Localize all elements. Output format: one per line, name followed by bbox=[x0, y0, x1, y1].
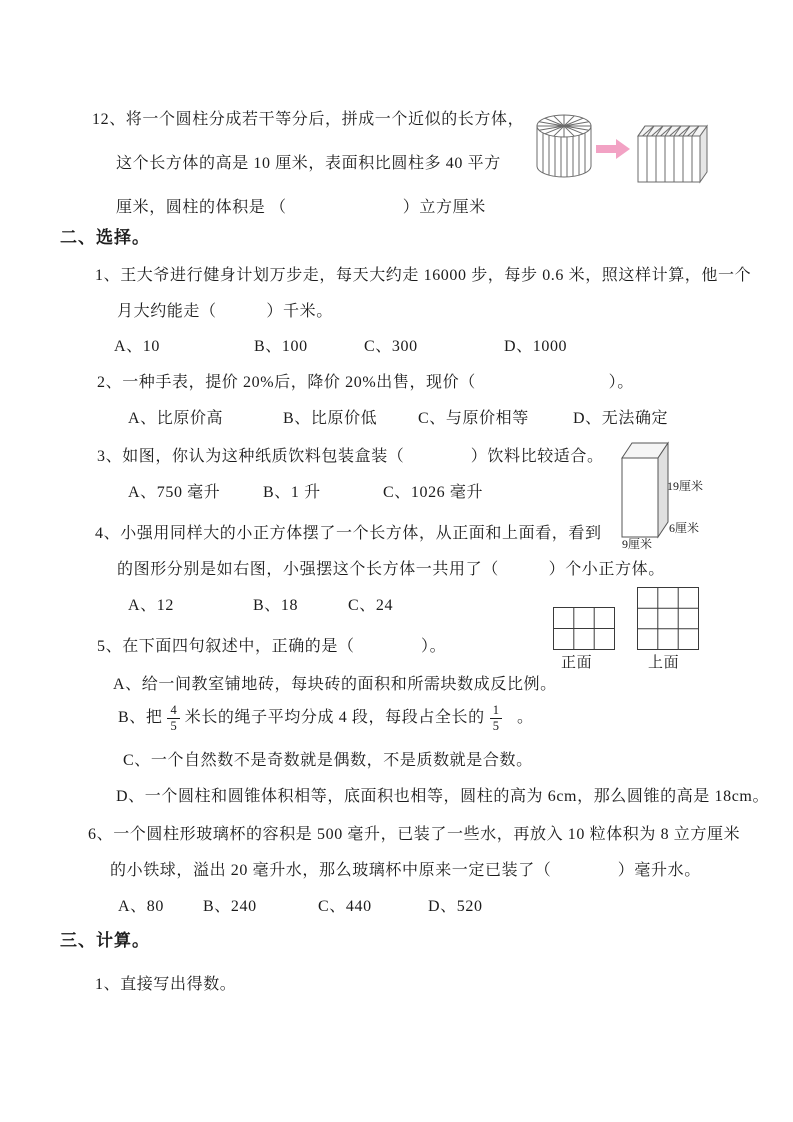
q2-option-d: D、无法确定 bbox=[573, 410, 669, 427]
top-view-label: 上面 bbox=[648, 655, 680, 671]
juice-box-figure bbox=[615, 440, 675, 542]
fraction-four-fifths bbox=[167, 703, 179, 733]
cylinder-figure bbox=[537, 115, 591, 177]
q6-line-2: 的小铁球，溢出 20 毫升水，那么玻璃杯中原来一定已装了（ ）毫升水。 bbox=[110, 862, 701, 879]
q3-option-b: B、1 升 bbox=[263, 484, 321, 501]
q4-line-1: 4、小强用同样大的小正方体摆了一个长方体，从正面和上面看，看到 bbox=[95, 525, 602, 542]
section-3-item-1: 1、直接写出得数。 bbox=[95, 976, 237, 993]
q2-option-c: C、与原价相等 bbox=[418, 410, 529, 427]
cylinder-to-prism-figure bbox=[532, 106, 710, 192]
top-view-grid bbox=[637, 587, 700, 651]
q5-option-d: D、一个圆柱和圆锥体积相等，底面积也相等，圆柱的高为 6cm，那么圆锥的高是 18cm。 bbox=[116, 788, 770, 805]
q5-option-c: C、一个自然数不是奇数就是偶数，不是质数就是合数。 bbox=[123, 752, 533, 769]
q1-option-c: C、300 bbox=[364, 338, 418, 355]
q5-option-b-prefix: B、把 bbox=[118, 709, 163, 726]
q1-line-2: 月大约能走（ ）千米。 bbox=[117, 303, 333, 320]
q6-option-a: A、80 bbox=[118, 898, 164, 915]
q5-option-b-middle: 米长的绳子平均分成 4 段，每段占全长的 bbox=[184, 709, 485, 726]
q3-line: 3、如图，你认为这种纸质饮料包装盒装（ ）饮料比较适合。 bbox=[97, 448, 604, 465]
box-depth-label: 6厘米 bbox=[669, 521, 700, 535]
q1-option-a: A、10 bbox=[114, 338, 160, 355]
q2-option-b: B、比原价低 bbox=[283, 410, 378, 427]
q4-option-b: B、18 bbox=[253, 597, 299, 614]
sliced-prism-figure bbox=[638, 126, 707, 182]
box-width-label: 9厘米 bbox=[622, 537, 653, 551]
q3-option-a: A、750 毫升 bbox=[128, 484, 221, 501]
q2-line: 2、一种手表，提价 20%后，降价 20%出售，现价（ ）。 bbox=[97, 374, 634, 391]
fraction-denominator: 5 bbox=[492, 718, 499, 733]
section-2-title: 二、选择。 bbox=[60, 228, 150, 247]
q6-option-d: D、520 bbox=[428, 898, 483, 915]
q5-option-a: A、给一间教室铺地砖，每块砖的面积和所需块数成反比例。 bbox=[113, 676, 557, 693]
question-12-line-2: 这个长方体的高是 10 厘米，表面积比圆柱多 40 平方 bbox=[116, 155, 501, 172]
q1-option-d: D、1000 bbox=[504, 338, 568, 355]
q5-option-b-suffix: 。 bbox=[517, 709, 534, 726]
box-height-label: 19厘米 bbox=[667, 479, 704, 493]
q1-option-b: B、100 bbox=[254, 338, 308, 355]
fraction-denominator: 5 bbox=[170, 718, 177, 733]
front-view-grid bbox=[553, 607, 616, 651]
q3-option-c: C、1026 毫升 bbox=[383, 484, 484, 501]
question-12-line-3: 厘米，圆柱的体积是 （ ）立方厘米 bbox=[116, 199, 486, 216]
question-12-line-1: 12、将一个圆柱分成若干等分后，拼成一个近似的长方体， bbox=[92, 111, 525, 128]
q4-line-2: 的图形分别是如右图，小强摆这个长方体一共用了（ ）个小正方体。 bbox=[117, 561, 665, 578]
fraction-numerator: 4 bbox=[167, 703, 179, 718]
q4-option-a: A、12 bbox=[128, 597, 174, 614]
fraction-numerator: 1 bbox=[490, 703, 502, 718]
q1-line-1: 1、王大爷进行健身计划万步走，每天大约走 16000 步，每步 0.6 米，照这样计算，他一个 bbox=[95, 267, 752, 284]
section-3-title: 三、计算。 bbox=[60, 931, 150, 950]
q5-line: 5、在下面四句叙述中，正确的是（ ）。 bbox=[97, 638, 447, 655]
right-arrow-icon bbox=[596, 139, 630, 159]
q4-option-c: C、24 bbox=[348, 597, 394, 614]
q5-option-b bbox=[118, 698, 534, 738]
front-view-label: 正面 bbox=[561, 655, 593, 671]
fraction-one-fifth bbox=[490, 703, 502, 733]
q2-option-a: A、比原价高 bbox=[128, 410, 224, 427]
q6-option-c: C、440 bbox=[318, 898, 372, 915]
q6-line-1: 6、一个圆柱形玻璃杯的容积是 500 毫升，已装了一些水，再放入 10 粒体积为 8 立方厘米 bbox=[88, 826, 741, 843]
q6-option-b: B、240 bbox=[203, 898, 257, 915]
